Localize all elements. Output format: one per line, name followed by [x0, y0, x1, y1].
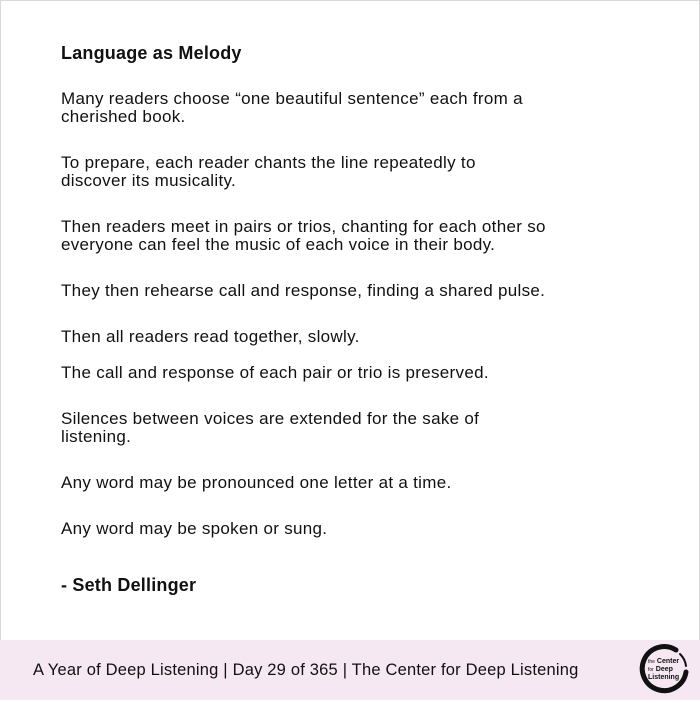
page-title: Language as Melody — [61, 43, 242, 63]
main-content — [61, 42, 661, 596]
footer-text: A Year of Deep Listening | Day 29 of 365 | The Center for Deep Listening — [33, 661, 579, 679]
footer-bar — [0, 640, 700, 700]
paragraph-4: They then rehearse call and response, finding a shared pulse. — [61, 281, 546, 300]
paragraph-1: Many readers choose “one beautiful sentence” each from a cherished book. — [61, 89, 523, 126]
paragraph-9: Any word may be spoken or sung. — [61, 519, 328, 538]
center-for-deep-listening-logo — [636, 642, 692, 698]
paragraph-5: Then all readers read together, slowly. — [61, 327, 360, 346]
logo-word-center: Center — [656, 658, 680, 665]
author-credit: - Seth Dellinger — [61, 575, 197, 595]
logo-wordmark — [648, 658, 679, 681]
paragraph-2: To prepare, each reader chants the line repeatedly to discover its musicality. — [61, 153, 476, 190]
paragraph-3: Then readers meet in pairs or trios, chanting for each other so everyone can feel the music of each voice in their body. — [61, 217, 546, 254]
paragraph-7: Silences between voices are extended for the sake of listening. — [61, 409, 480, 446]
logo-word-for: for — [648, 667, 654, 673]
logo-word-deep: Deep — [655, 666, 673, 673]
paragraph-8: Any word may be pronounced one letter at a time. — [61, 473, 452, 492]
paragraph-6: The call and response of each pair or trio is preserved. — [61, 363, 489, 382]
logo-word-listening: Listening — [648, 674, 680, 681]
logo-word-the: the — [648, 659, 655, 665]
